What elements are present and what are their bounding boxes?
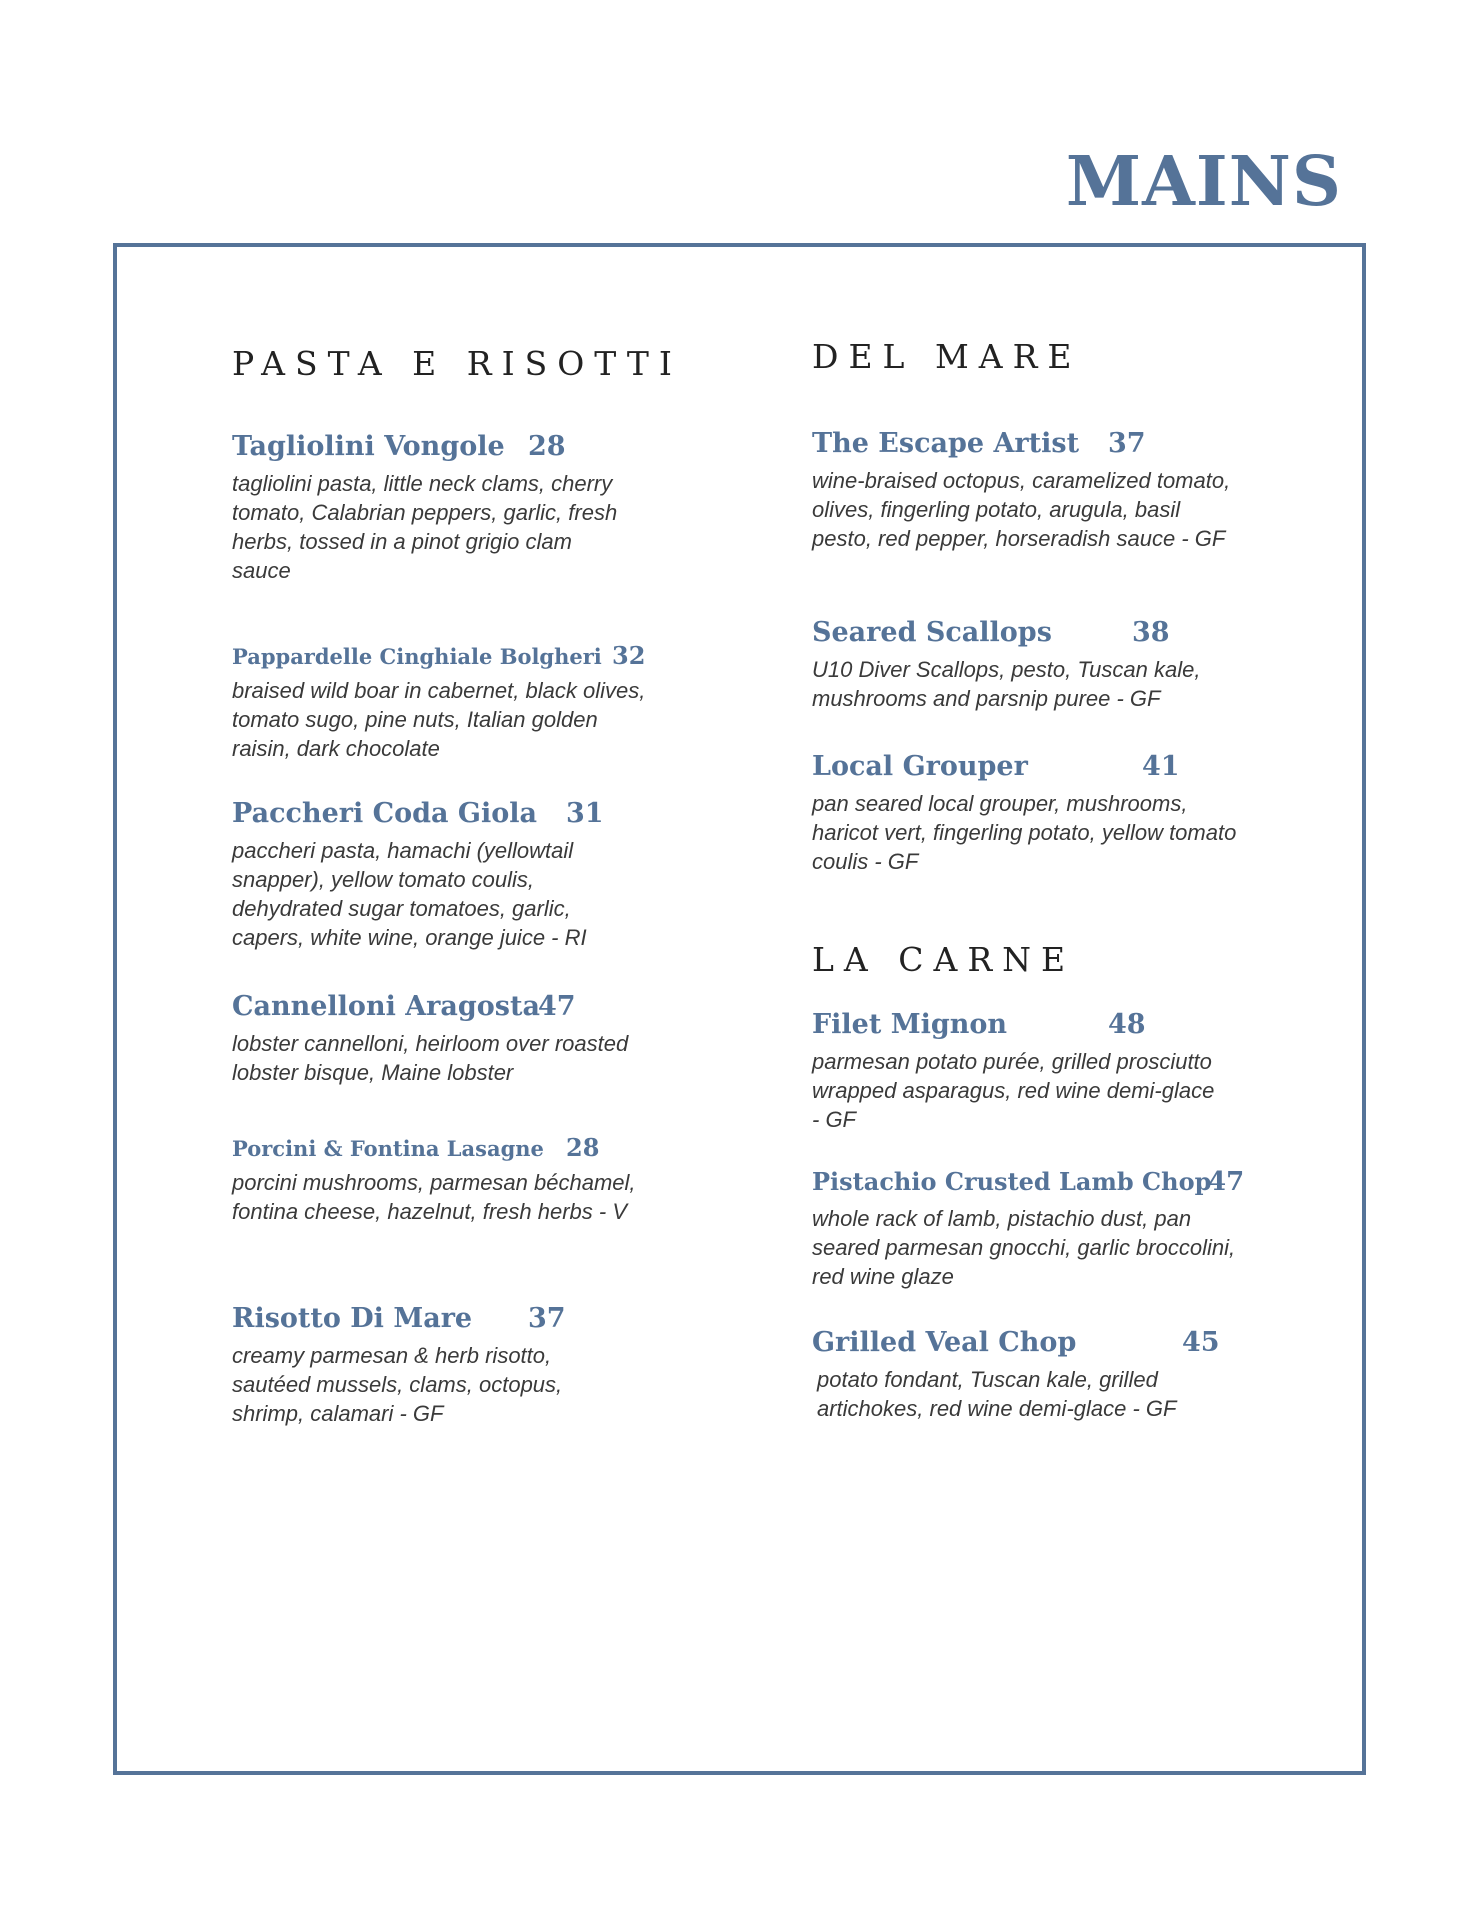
menu-item-paccheri-coda-giola <box>232 799 662 952</box>
item-name: Pistachio Crusted Lamb Chop <box>812 1167 1212 1196</box>
section-heading-mare: DEL MARE <box>812 337 1082 376</box>
item-name: Seared Scallops <box>812 617 1052 648</box>
item-price: 28 <box>566 1133 600 1162</box>
item-name: Grilled Veal Chop <box>812 1327 1077 1358</box>
item-description: creamy parmesan & herb risotto, sautéed mussels, clams, octopus, shrimp, calamari - GF <box>232 1342 563 1426</box>
menu-item-filet-mignon <box>812 1010 1242 1134</box>
item-name: Risotto Di Mare <box>232 1303 473 1334</box>
item-description: tagliolini pasta, little neck clams, cherry tomato, Calabrian peppers, garlic, fresh herbs, tossed in a pinot grigio clam sauce <box>232 470 618 583</box>
item-description: lobster cannelloni, heirloom over roasted lobster bisque, Maine lobster <box>232 1030 629 1085</box>
menu-item-local-grouper <box>812 752 1242 876</box>
item-name: Tagliolini Vongole <box>232 431 505 462</box>
menu-item-veal-chop <box>812 1328 1242 1423</box>
item-description: braised wild boar in cabernet, black olives, tomato sugo, pine nuts, Italian golden raisin, dark chocolate <box>232 678 646 762</box>
item-description: potato fondant, Tuscan kale, grilled artichokes, red wine demi-glace - GF <box>817 1366 1177 1421</box>
item-price: 41 <box>1142 751 1180 782</box>
item-price: 32 <box>612 641 646 670</box>
menu-item-tagliolini-vongole <box>232 432 662 585</box>
item-price: 38 <box>1132 617 1170 648</box>
item-name: Pappardelle Cinghiale Bolgheri <box>232 644 602 669</box>
item-price: 45 <box>1182 1327 1220 1358</box>
item-name: Paccheri Coda Giola <box>232 798 537 829</box>
item-description: U10 Diver Scallops, pesto, Tuscan kale, mushrooms and parsnip puree - GF <box>812 656 1201 711</box>
item-description: wine-braised octopus, caramelized tomato, olives, fingerling potato, arugula, basil pesto, red pepper, horseradish sauce - GF <box>812 467 1231 551</box>
menu-item-escape-artist <box>812 429 1242 553</box>
item-description: paccheri pasta, hamachi (yellowtail snapper), yellow tomato coulis, dehydrated sugar tomatoes, garlic, capers, white wine, orange juice - RI <box>232 837 587 950</box>
section-heading-carne: LA CARNE <box>812 940 1076 979</box>
item-price: 37 <box>1108 428 1146 459</box>
item-price: 47 <box>538 991 576 1022</box>
menu-item-lamb-chop <box>812 1167 1245 1291</box>
menu-item-cannelloni-aragosta <box>232 992 662 1087</box>
item-name: The Escape Artist <box>812 428 1080 459</box>
item-price: 28 <box>528 431 566 462</box>
item-description: parmesan potato purée, grilled prosciutto wrapped asparagus, red wine demi-glace - GF <box>812 1048 1215 1132</box>
menu-item-pappardelle-cinghiale <box>232 643 662 763</box>
item-name: Local Grouper <box>812 751 1028 782</box>
item-name: Filet Mignon <box>812 1009 1008 1040</box>
item-price: 31 <box>566 798 604 829</box>
menu-item-risotto-di-mare <box>232 1304 662 1428</box>
item-price: 48 <box>1108 1009 1146 1040</box>
item-price: 47 <box>1208 1167 1245 1197</box>
item-name: Porcini & Fontina Lasagne <box>232 1136 544 1161</box>
item-description: whole rack of lamb, pistachio dust, pan seared parmesan gnocchi, garlic broccolini, red wine glaze <box>812 1205 1236 1289</box>
menu-item-porcini-fontina-lasagne <box>232 1135 662 1226</box>
page-title: MAINS <box>1065 142 1342 222</box>
menu-item-seared-scallops <box>812 618 1242 713</box>
item-description: pan seared local grouper, mushrooms, haricot vert, fingerling potato, yellow tomato coulis - GF <box>812 790 1237 874</box>
section-heading-pasta: PASTA E RISOTTI <box>232 344 682 383</box>
item-description: porcini mushrooms, parmesan béchamel, fontina cheese, hazelnut, fresh herbs - V <box>232 1170 636 1225</box>
item-name: Cannelloni Aragosta <box>232 991 540 1022</box>
item-price: 37 <box>528 1303 566 1334</box>
